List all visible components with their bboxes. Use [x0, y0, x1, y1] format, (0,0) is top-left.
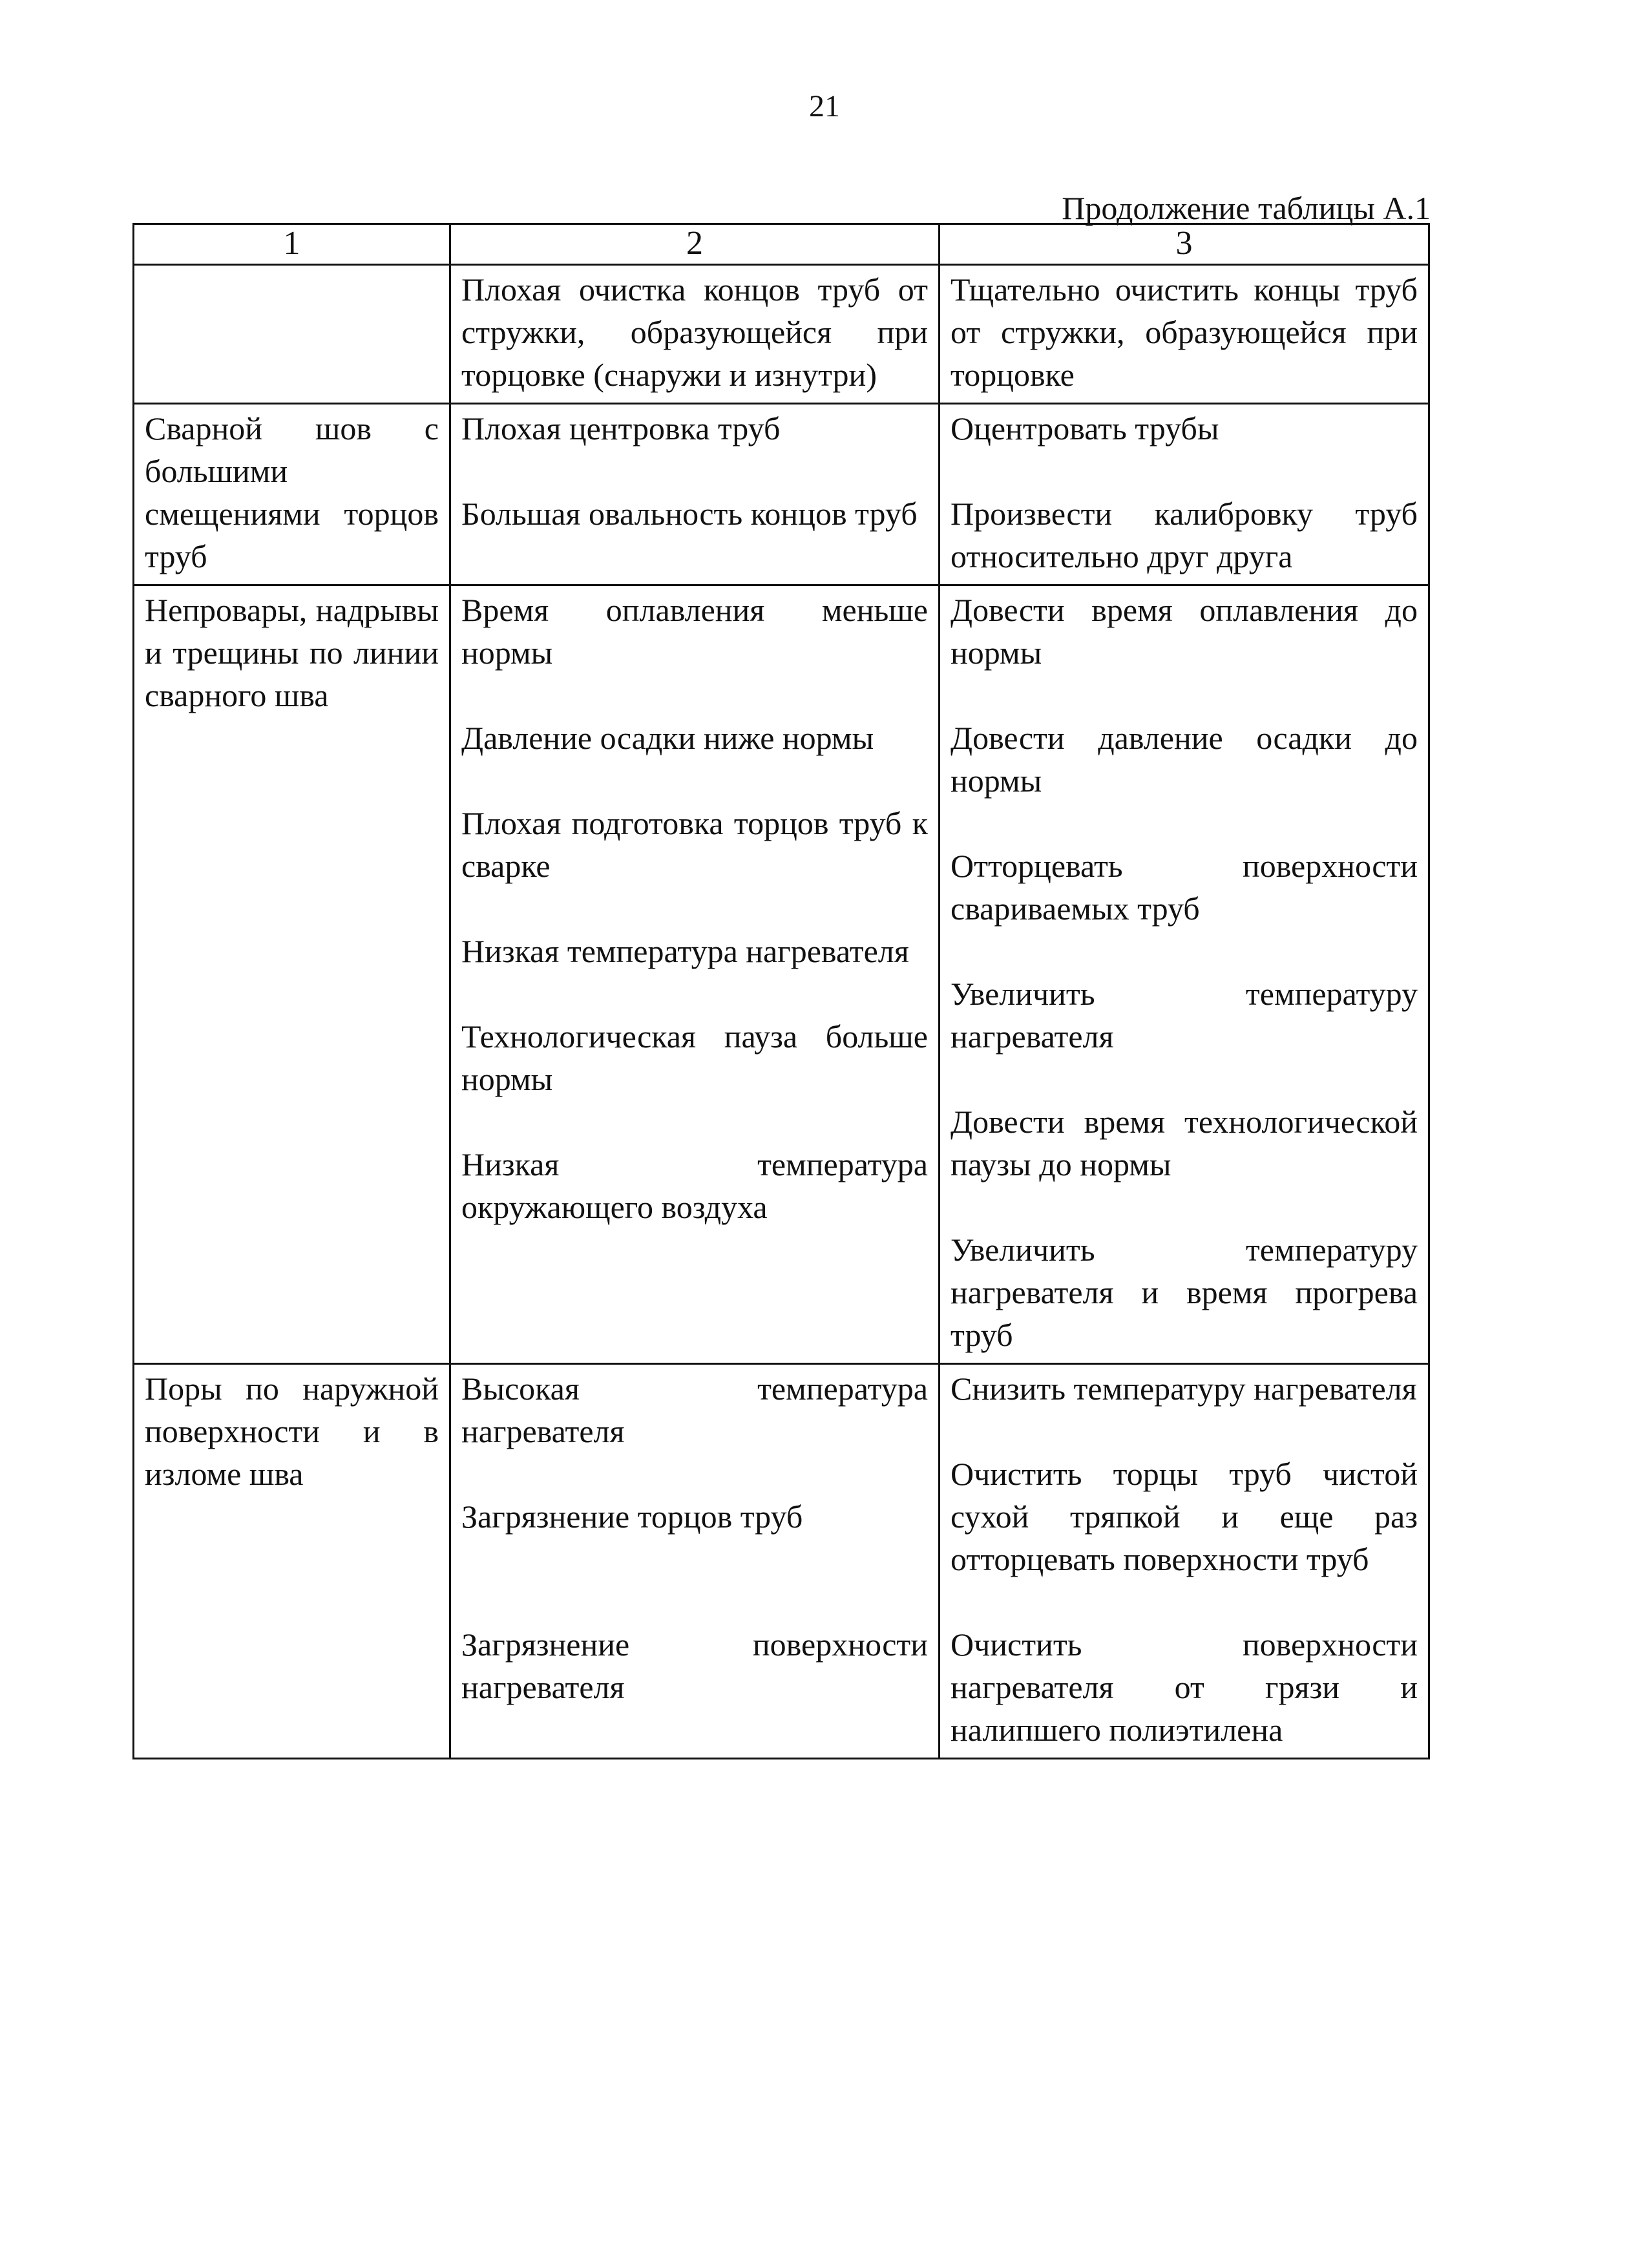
cause-text: Плохая подготовка торцов труб к сварке	[461, 805, 928, 884]
table-header-row	[134, 224, 1429, 265]
remedy-text: Отторцевать поверхности свариваемых труб	[951, 848, 1418, 927]
remedies-cell	[940, 585, 1429, 1364]
cause-text: Загрязнение торцов труб	[461, 1498, 803, 1535]
remedy-text: Снизить температуру нагревателя	[951, 1370, 1417, 1407]
remedy-text: Увеличить температуру нагревателя и время прогрева труб	[951, 1232, 1418, 1353]
defect-cell: Непровары, надрывы и трещины по линии сварного шва	[134, 585, 450, 1364]
table-row	[134, 404, 1429, 585]
cause-text: Низкая температура окружающего воздуха	[461, 1146, 928, 1225]
causes-cell	[450, 404, 940, 585]
causes-cell	[450, 265, 940, 404]
table-row	[134, 265, 1429, 404]
remedies-cell	[940, 1364, 1429, 1759]
defect-cell	[134, 265, 450, 404]
cause-text: Низкая температура нагревателя	[461, 933, 909, 969]
table-row	[134, 1364, 1429, 1759]
remedy-text: Довести время технологической паузы до нормы	[951, 1104, 1418, 1182]
remedy-text: Произвести калибровку труб относительно друг друга	[951, 496, 1418, 574]
remedy-text: Довести давление осадки до нормы	[951, 720, 1418, 799]
cause-text: Загрязнение поверхности нагревателя	[461, 1626, 928, 1705]
cause-text: Плохая очистка концов труб от стружки, образующейся при торцовке (снаружи и изнутри)	[461, 271, 928, 393]
table-caption: Продолжение таблицы А.1	[1062, 190, 1431, 226]
causes-cell	[450, 1364, 940, 1759]
remedy-text: Оцентровать трубы	[951, 410, 1219, 446]
remedies-cell	[940, 404, 1429, 585]
defects-table	[132, 223, 1430, 1759]
remedy-text: Увеличить температуру нагревателя	[951, 976, 1418, 1055]
causes-cell	[450, 585, 940, 1364]
column-header-1: 1	[134, 224, 450, 265]
remedy-text: Тщательно очистить концы труб от стружки, образующейся при торцовке	[951, 271, 1418, 393]
column-header-2: 2	[450, 224, 940, 265]
remedy-text: Довести время оплавления до нормы	[951, 592, 1418, 671]
cause-text: Время оплавления меньше нормы	[461, 592, 928, 671]
remedy-text: Очистить поверхности нагревателя от грязи и налипшего полиэтилена	[951, 1626, 1418, 1748]
cause-text: Высокая температура нагревателя	[461, 1370, 928, 1449]
cause-text: Технологическая пауза больше нормы	[461, 1018, 928, 1097]
defect-cell: Сварной шов с большими смещениями торцов труб	[134, 404, 450, 585]
cause-text: Большая овальность концов труб	[461, 496, 918, 532]
cause-text: Давление осадки ниже нормы	[461, 720, 874, 756]
remedy-text: Очистить торцы труб чистой сухой тряпкой и еще раз отторцевать поверхности труб	[951, 1456, 1418, 1577]
cause-text: Плохая центровка труб	[461, 410, 781, 446]
remedies-cell	[940, 265, 1429, 404]
page-number: 21	[809, 89, 840, 123]
defect-cell: Поры по наружной поверхности и в изломе шва	[134, 1364, 450, 1759]
column-header-3: 3	[940, 224, 1429, 265]
table-row	[134, 585, 1429, 1364]
